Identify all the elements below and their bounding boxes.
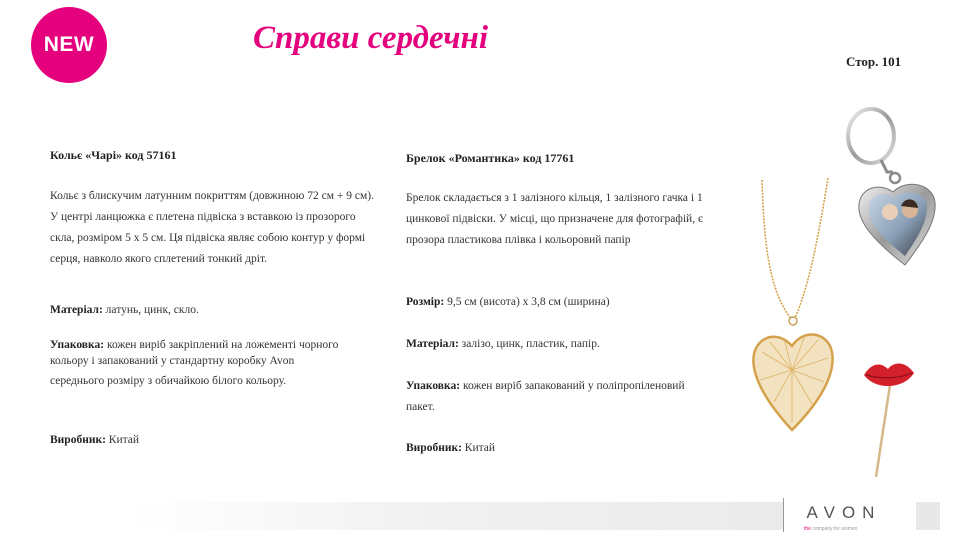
- product2-packaging: [406, 376, 736, 418]
- avon-tagline: [804, 526, 857, 532]
- product2-maker-value: Китай: [461, 442, 496, 454]
- product2-material: [406, 334, 736, 355]
- product1-packaging-label: Упаковка:: [50, 339, 105, 351]
- page-title: Справи сердечні: [253, 20, 489, 56]
- product2-size-label: Розмір:: [406, 296, 445, 308]
- product2-maker: [406, 438, 736, 459]
- tagline-rest: company for women: [810, 526, 858, 532]
- product2-description: Брелок складається з 1 залізного кільця, 1 залізного гачка і 1 цинкової підвіски. У місці, що призначене для фотографій, є прозора пластикова плівка і кольоровий папір: [406, 192, 703, 246]
- necklace-image: [740, 170, 860, 435]
- product1-packaging: [50, 339, 380, 391]
- product2-material-value: залізо, цинк, пластик, папір.: [458, 338, 600, 350]
- avon-logo: [784, 500, 916, 536]
- avon-brand: AVON: [806, 503, 882, 522]
- product1-material-value: латунь, цинк, скло.: [102, 304, 199, 316]
- product2-material-label: Матеріал:: [406, 338, 459, 350]
- product2-title: Брелок «Романтика» код 17761: [406, 151, 575, 165]
- product1-description: Кольє з блискучим латунним покриттям (довжиною 72 см + 9 см). У центрі ланцюжка є плетена підвіска з вставкою із прозорого скла, розміром 5 х 5 см. Ця підвіска являє собою контур у формі серця, навколо якого сплетений тонкий дріт.: [50, 190, 374, 265]
- product2-size: [406, 292, 736, 313]
- new-badge-label: NEW: [43, 33, 95, 56]
- product1-material-label: Матеріал:: [50, 304, 103, 316]
- product2-size-value: 9,5 см (висота) х 3,8 см (ширина): [444, 296, 610, 308]
- product2-maker-label: Виробник:: [406, 442, 462, 454]
- product1-maker: [50, 430, 380, 451]
- product2-packaging-line1: кожен виріб запакований у поліпропіленовий: [460, 380, 685, 392]
- product1-maker-value: Китай: [105, 434, 140, 446]
- product1-title: Кольє «Чарі» код 57161: [50, 148, 177, 162]
- page-number: Стор. 101: [846, 54, 902, 69]
- tagline-the: the: [804, 526, 811, 532]
- product2-packaging-label: Упаковка:: [406, 380, 461, 392]
- product1-packaging-line3: середнього розміру з обичайкою білого кольору.: [50, 375, 287, 387]
- product1-packaging-line1: кожен виріб закріплений на ложементі чорного: [104, 339, 339, 351]
- product1-material: [50, 300, 380, 321]
- new-badge: [31, 7, 107, 83]
- product1-maker-label: Виробник:: [50, 434, 106, 446]
- product2-packaging-line2: пакет.: [406, 401, 435, 413]
- product1-packaging-line2: кольору і запакований у стандартну коробку Avon: [50, 355, 295, 367]
- lips-prop-image: [860, 355, 920, 485]
